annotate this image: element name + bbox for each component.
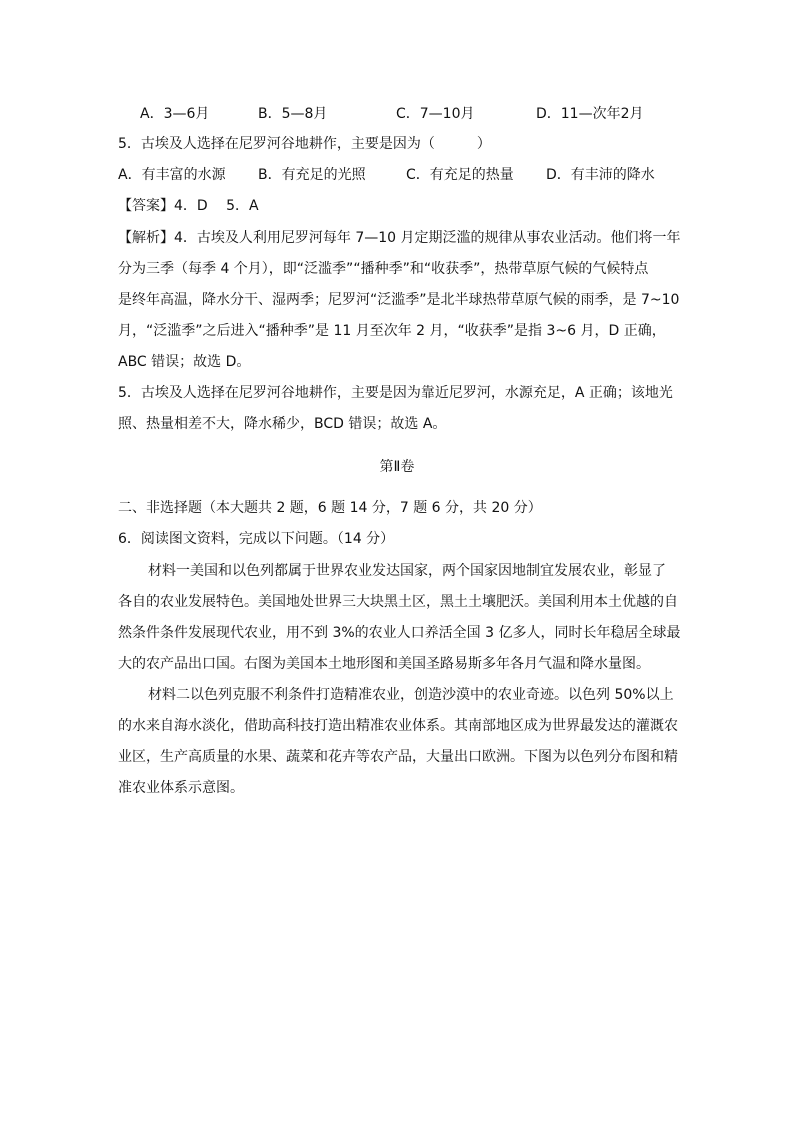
section-title: 第Ⅱ卷 [379, 459, 415, 475]
q5-stem: 5．古埃及人选择在尼罗河谷地耕作，主要是因为（ ） [118, 136, 491, 152]
q5-option-b: B．有充足的光照 [258, 167, 366, 183]
q4-option-b: B．5—8月 [258, 106, 328, 122]
material2-line-2: 的水来自海水淡化，借助高科技打造出精准农业体系。其南部地区成为世界最发达的灌溉农 [118, 718, 678, 734]
q5-option-c: C．有充足的热量 [406, 167, 514, 183]
analysis-line-4: 月，“泛滥季”之后进入“播种季”是 11 月至次年 2 月，“收获季”是指 3~6 月，D 正确， [118, 323, 666, 339]
material1-line-2: 各自的农业发展特色。美国地处世界三大块黑土区，黑土土壤肥沃。美国利用本土优越的自 [118, 594, 678, 610]
q5-option-d: D．有丰沛的降水 [546, 167, 655, 183]
answer-line: 【答案】4．D 5．A [118, 198, 259, 214]
analysis-line-2: 分为三季（每季 4 个月），即“泛滥季”“播种季”和“收获季”，热带草原气候的气候特点 [118, 261, 649, 277]
analysis-line-7: 照、热量相差不大，降水稀少，BCD 错误；故选 A。 [118, 416, 447, 432]
material2-line-1: 材料二以色列克服不利条件打造精准农业，创造沙漠中的农业奇迹。以色列 50%以上 [148, 687, 674, 703]
material1-line-4: 大的农产品出口国。右图为美国本土地形图和美国圣路易斯多年各月气温和降水量图。 [118, 656, 650, 672]
q4-options [0, 104, 794, 124]
part-two-heading: 二、非选择题（本大题共 2 题，6 题 14 分，7 题 6 分，共 20 分） [118, 500, 542, 516]
material2-line-4: 准农业体系示意图。 [118, 780, 244, 796]
q4-option-c: C．7—10月 [396, 106, 475, 122]
material1-line-1: 材料一美国和以色列都属于世界农业发达国家，两个国家因地制宜发展农业，彰显了 [148, 563, 666, 579]
material2-line-3: 业区，生产高质量的水果、蔬菜和花卉等农产品，大量出口欧洲。下图为以色列分布图和精 [118, 749, 678, 765]
material1-line-3: 然条件条件发展现代农业，用不到 3%的农业人口养活全国 3 亿多人，同时长年稳居全球最 [118, 625, 681, 641]
q6-stem: 6．阅读图文资料，完成以下问题。（14 分） [118, 531, 395, 547]
analysis-line-5: ABC 错误；故选 D。 [118, 354, 251, 370]
analysis-line-3: 是终年高温，降水分干、湿两季；尼罗河“泛滥季”是北半球热带草原气候的雨季，是 7~10 [118, 292, 680, 308]
q4-option-d: D．11—次年2月 [536, 106, 644, 122]
q5-option-a: A．有丰富的水源 [118, 167, 226, 183]
q4-option-a: A．3—6月 [140, 106, 210, 122]
analysis-line-1: 【解析】4．古埃及人利用尼罗河每年 7—10 月定期泛滥的规律从事农业活动。他们将一年 [118, 230, 681, 246]
q5-options [0, 165, 794, 185]
analysis-line-6: 5．古埃及人选择在尼罗河谷地耕作，主要是因为靠近尼罗河，水源充足，A 正确；该地光 [118, 385, 673, 401]
